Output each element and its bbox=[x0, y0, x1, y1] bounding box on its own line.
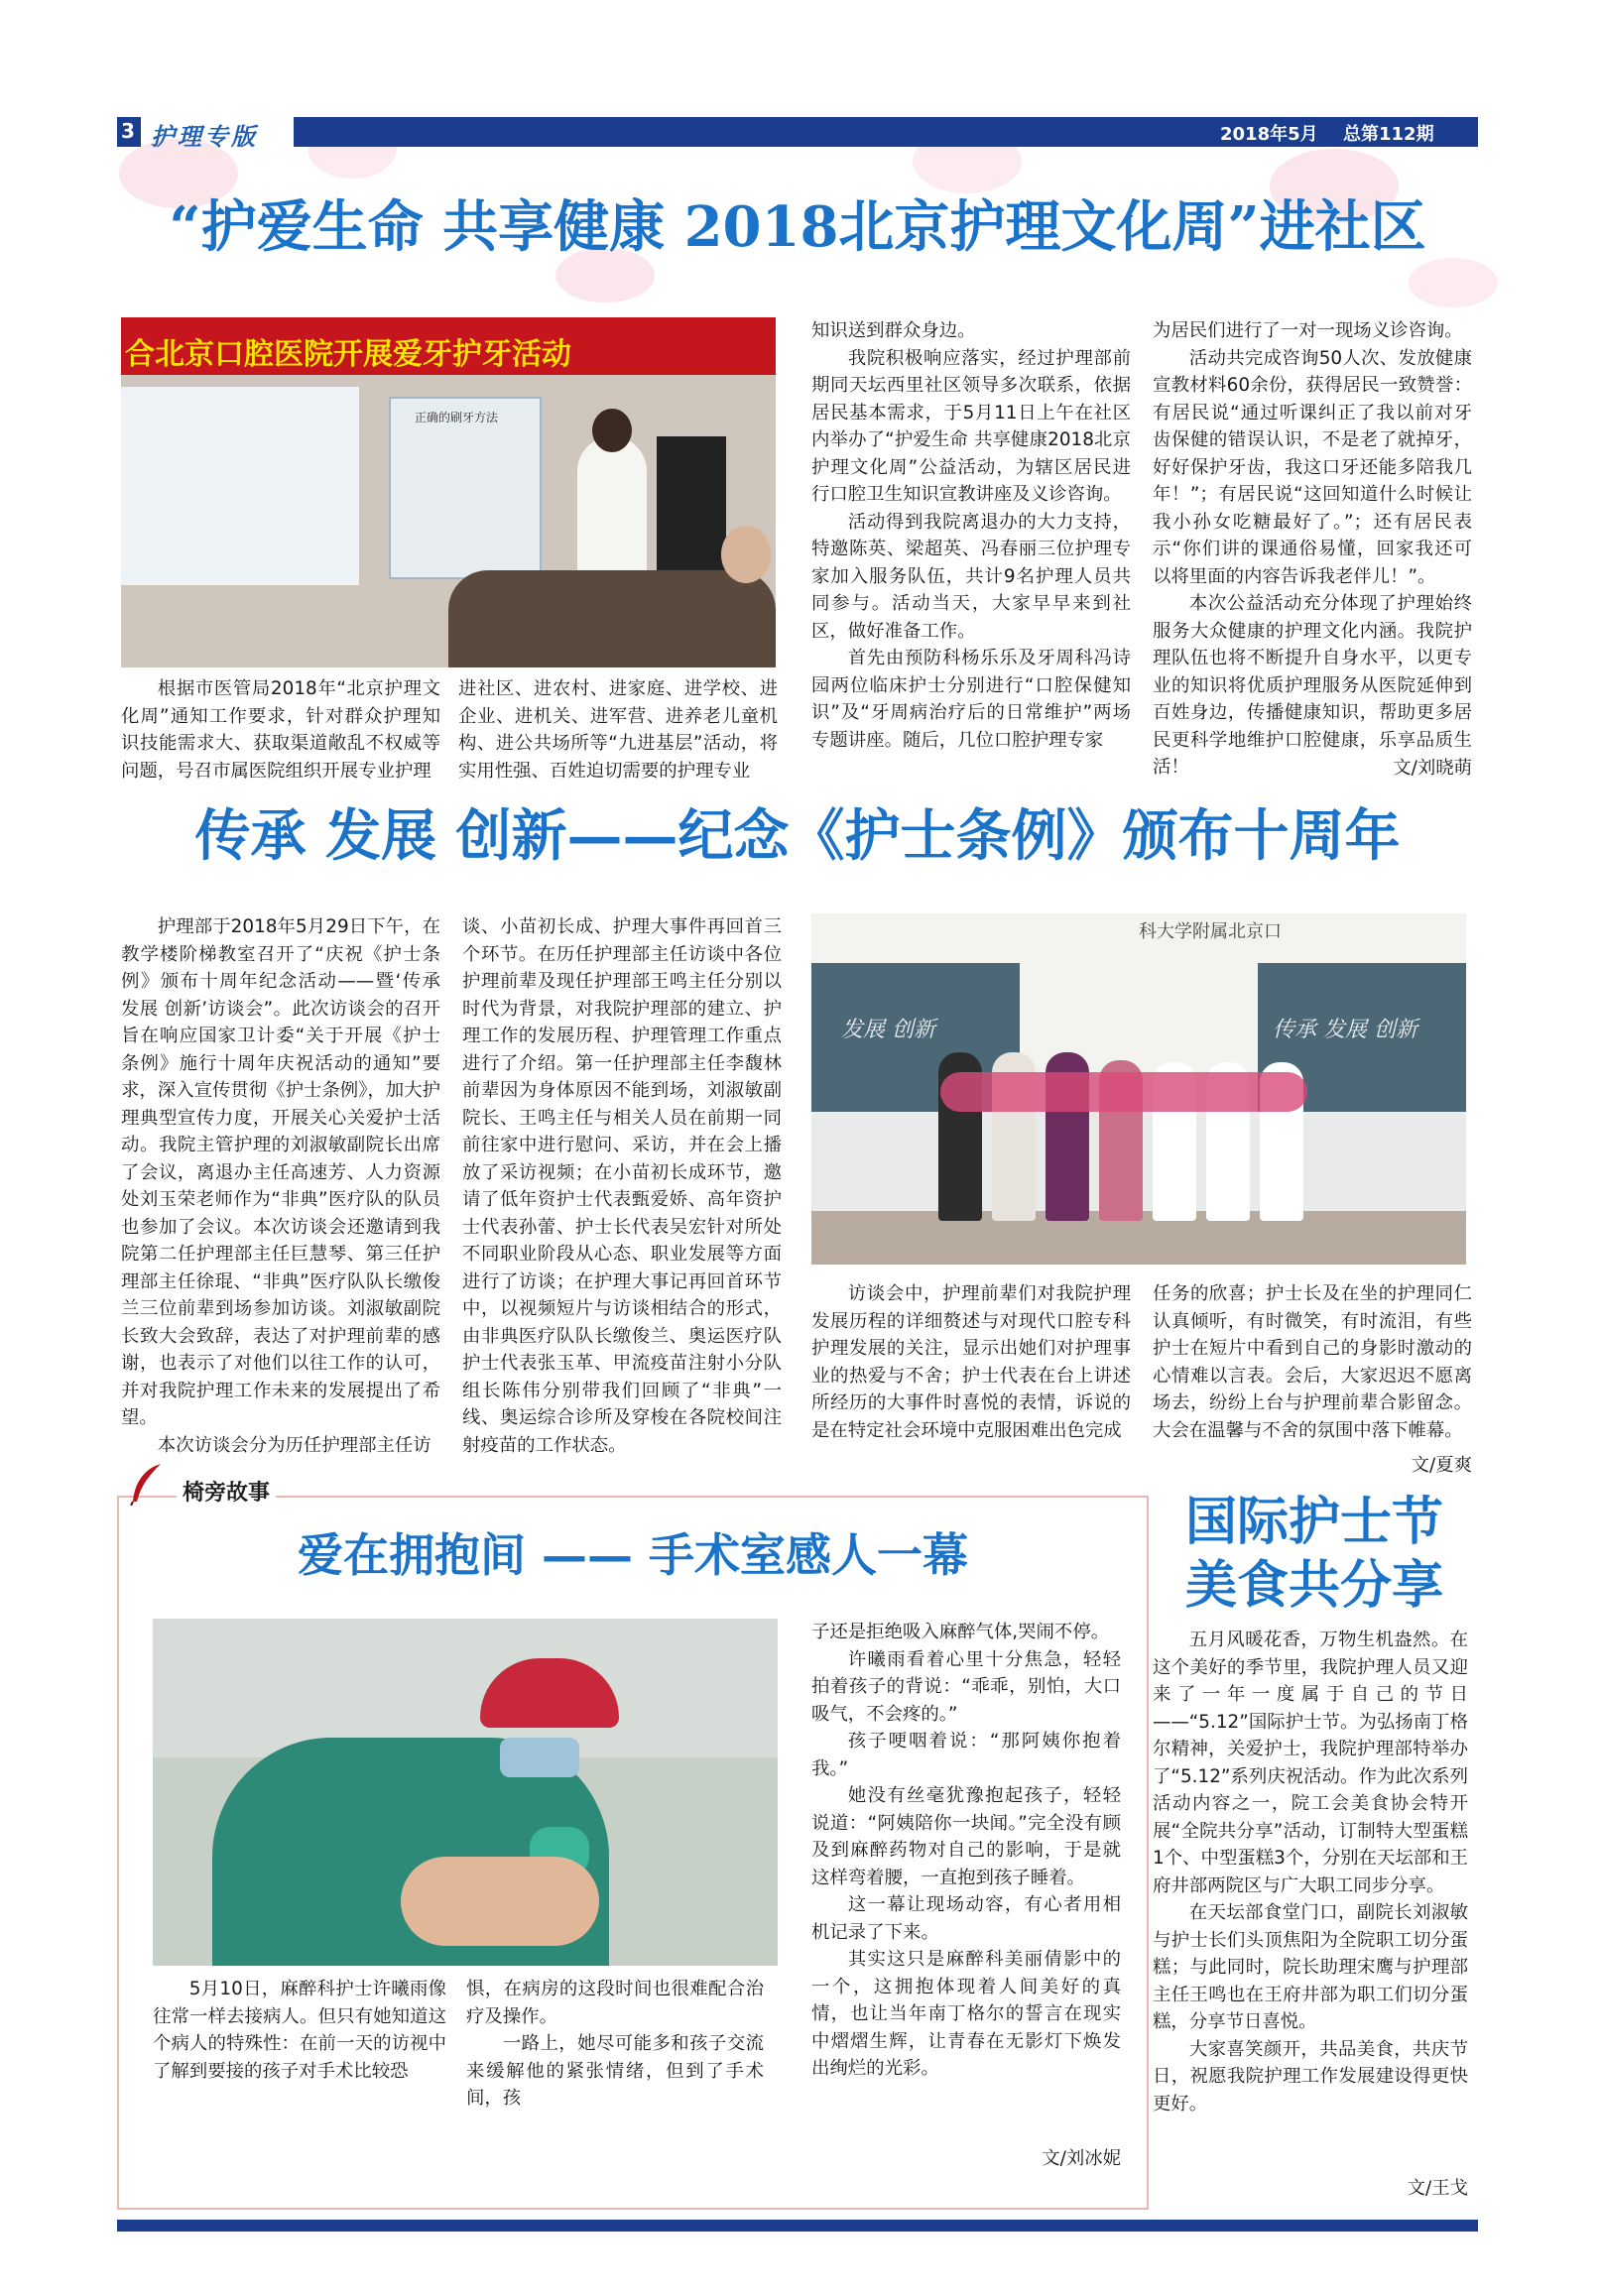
article3-byline: 文/刘冰妮 bbox=[1042, 2148, 1121, 2169]
petal-decoration bbox=[1409, 258, 1498, 307]
paragraph: 我院积极响应落实，经过护理部前期同天坛西里社区领导多次联系，依据居民基本需求，于5月11日上午在社区内举办了“护爱生命 共享健康2018北京护理文化周”公益活动，为辖区居民进行口腔卫生知识宣教讲座及义诊咨询。 bbox=[811, 347, 1131, 505]
section-name: 护理专版 bbox=[151, 122, 258, 151]
photo-cabinet bbox=[657, 436, 726, 585]
paragraph: 任务的欣喜；护士长及在坐的护理同仁认真倾听，有时微笑，有时流泪，有些护士在短片中看到自己的身影时激动的心情难以言表。会后，大家迟迟不愿离场去，纷纷上台与护理前辈合影留念。大会在温馨与不舍的氛围中落下帷幕。 bbox=[1153, 1283, 1472, 1441]
paragraph: 她没有丝毫犹豫抱起孩子，轻轻说道：“阿姨陪你一块闻。”完全没有顾及到麻醉药物对自己的影响，于是就这样弯着腰，一直抱到孩子睡着。 bbox=[811, 1785, 1121, 1888]
article1-byline: 文/刘晓萌 bbox=[1393, 758, 1472, 779]
photo-wall bbox=[153, 1619, 778, 1757]
article2-photo bbox=[811, 913, 1466, 1265]
article2-col2 bbox=[462, 913, 782, 1459]
article3-title: 爱在拥抱间 —— 手术室感人一幕 bbox=[297, 1528, 969, 1582]
photo-screen-right-text: 传承 发展 创新 bbox=[1273, 1018, 1417, 1042]
article4-col bbox=[1153, 1627, 1468, 2117]
paragraph: 在天坛部食堂门口，副院长刘淑敏与护士长们头顶焦阳为全院职工切分蛋糕；与此同时，院长助理宋鹰与护理部主任王鸣也在王府井部为职工们切分蛋糕，分享节日喜悦。 bbox=[1153, 1902, 1468, 2032]
paragraph: 根据市医管局2018年“北京护理文化周”通知工作要求，针对群众护理知识技能需求大、获取渠道敞乱不权威等问题，号召市属医院组织开展专业护理 bbox=[121, 678, 440, 782]
photo-slide-text: 正确的刷牙方法 bbox=[415, 411, 499, 424]
page-number: 3 bbox=[121, 119, 135, 143]
paragraph: 孩子哽咽着说：“那阿姨你抱着我。” bbox=[811, 1731, 1121, 1779]
quill-icon bbox=[127, 1462, 167, 1506]
photo-flowers bbox=[940, 1072, 1307, 1112]
photo-mask bbox=[500, 1738, 579, 1777]
paragraph: 本次公益活动充分体现了护理始终服务大众健康的护理文化内涵。我院护理队伍也将不断提升自身水平，以更专业的知识将优质护理服务从医院延伸到百姓身边，传播健康知识，帮助更多居民更科学地维护口腔健康，乐享品质生活！ bbox=[1153, 593, 1472, 778]
article4-byline: 文/王戈 bbox=[1407, 2178, 1468, 2199]
paragraph: 进社区、进农村、进家庭、进学校、进企业、进机关、进军营、进养老儿童机构、进公共场所等“九进基层”活动，将实用性强、百姓迫切需要的护理专业 bbox=[458, 678, 778, 782]
paragraph: 谈、小苗初长成、护理大事件再回首三个环节。在历任护理部主任访谈中各位护理前辈及现任护理部王鸣主任分别以时代为背景，对我院护理部的建立、护理工作的发展历程、护理管理工作重点进行了介绍。第一任护理部主任李馥林前辈因为身体原因不能到场，刘淑敏副院长、王鸣主任与相关人员在前期一同前往家中进行慰问、采访，并在会上播放了采访视频；在小苗初长成环节，邀请了低年资护士代表甄爱娇、高年资护士代表孙蕾、护士长代表吴宏针对所处不同职业阶段从心态、职业发展等方面进行了访谈；在护理大事记再回首环节中，以视频短片与访谈相结合的形式，由非典医疗队队长缴俊兰、奥运医疗队护士代表张玉革、甲流疫苗注射小分队组长陈伟分别带我们回顾了“非典”一线、奥运综合诊所及穿梭在各院校间注射疫苗的工作状态。 bbox=[462, 916, 782, 1456]
paragraph: 知识送到群众身边。 bbox=[811, 320, 976, 341]
paragraph: 一路上，她尽可能多和孩子交流来缓解他的紧张情绪，但到了手术间，孩 bbox=[466, 2033, 764, 2109]
article2-col4 bbox=[1153, 1280, 1472, 1444]
article1-photo bbox=[121, 317, 776, 667]
photo-audience-head bbox=[721, 526, 771, 583]
article4-title-line2: 美食共分享 bbox=[1184, 1555, 1443, 1616]
article3-col1 bbox=[153, 1976, 446, 2085]
paragraph: 访谈会中，护理前辈们对我院护理发展历程的详细赘述与对现代口腔专科护理发展的关注，显示出她们对护理事业的热爱与不舍；护士代表在台上讲述所经历的大事件时喜悦的表情，诉说的是在特定社会环境中克服困难出色完成 bbox=[811, 1283, 1131, 1441]
paragraph: 大家喜笑颜开，共品美食，共庆节日，祝愿我院护理工作发展建设得更快更好。 bbox=[1153, 2038, 1468, 2115]
header-bar bbox=[117, 117, 1478, 151]
article3-col3 bbox=[811, 1619, 1121, 2083]
paragraph: 5月10日，麻醉科护士许曦雨像往常一样去接病人。但只有她知道这个病人的特殊性：在前一天的访视中了解到要接的孩子对手术比较恐 bbox=[153, 1979, 446, 2082]
paragraph: 活动共完成咨询50人次、发放健康宣教材料60余份，获得居民一致赞誉：有居民说“通过听课纠正了我以前对牙齿保健的错误认识，不是老了就掉牙，好好保护牙齿，我这口牙还能多陪我几年！”；有居民说“这回知道什么时候让我小孙女吃糖最好了。”；还有居民表示“你们讲的课通俗易懂，回家我还可以将里面的内容告诉我老伴儿！”。 bbox=[1153, 347, 1472, 587]
article3-col2 bbox=[466, 1976, 764, 2113]
paragraph: 本次访谈会分为历任护理部主任访 bbox=[157, 1434, 431, 1456]
photo-banner-text: 科大学附属北京口 bbox=[1139, 921, 1282, 942]
article1-title: “护爱生命 共享健康 2018北京护理文化周”进社区 bbox=[169, 194, 1426, 260]
paragraph: 许曦雨看着心里十分焦急，轻轻拍着孩子的背说：“乖乖，别怕，大口吸气，不会疼的。” bbox=[811, 1648, 1121, 1725]
footer-rule bbox=[117, 2220, 1478, 2232]
paragraph: 活动得到我院离退办的大力支持，特邀陈英、梁超英、冯春丽三位护理专家加入服务队伍，共计9名护理人员共同参与。活动当天，大家早早来到社区，做好准备工作。 bbox=[811, 511, 1131, 642]
article1-col1 bbox=[121, 675, 440, 785]
paragraph: 首先由预防科杨乐乐及牙周科冯诗园两位临床护士分别进行“口腔保健知识”及“牙周病治疗后的日常维护”两场专题讲座。随后，几位口腔护理专家 bbox=[811, 648, 1131, 751]
paragraph: 这一幕让现场动容，有心者用相机记录了下来。 bbox=[811, 1894, 1121, 1943]
article2-title: 传承 发展 创新——纪念《护士条例》颁布十周年 bbox=[194, 803, 1401, 869]
photo-audience bbox=[448, 570, 776, 667]
article2-byline: 文/夏爽 bbox=[1411, 1455, 1472, 1476]
article1-col3 bbox=[811, 317, 1131, 754]
paragraph: 护理部于2018年5月29日下午，在教学楼阶梯教室召开了“庆祝《护士条例》颁布十周年纪念活动——暨‘传承 发展 创新’访谈会”。此次访谈会的召开旨在响应国家卫计委“关于开展《护士条例》施行十周年庆祝活动的通知”要求，深入宣传贯彻《护士条例》，加大护理典型宣传力度，开展关心关爱护士活动。我院主管护理的刘淑敏副院长出席了会议，离退办主任高速芳、人力资源处刘玉荣老师作为“非典”医疗队的队员也参加了会议。本次访谈会还邀请到我院第二任护理部主任巨慧琴、第三任护理部主任徐琨、“非典”医疗队队长缴俊兰三位前辈到场参加访谈。刘淑敏副院长致大会致辞，表达了对护理前辈的感谢，也表示了对他们以往工作的认可，并对我院护理工作未来的发展提出了希望。 bbox=[121, 916, 440, 1428]
article2-col3 bbox=[811, 1280, 1131, 1444]
paragraph: 五月风暖花香，万物生机盎然。在这个美好的季节里，我院护理人员又迎来了一年一度属于自己的节日——“5.12”国际护士节。为弘扬南丁格尔精神，关爱护士，我院护理部特举办了“5.12”系列庆祝活动。作为此次系列活动内容之一，院工会美食协会特开展“全院共分享”活动，订制特大型蛋糕1个、中型蛋糕3个，分别在天坛部和王府井部两院区与广大职工同步分享。 bbox=[1153, 1630, 1468, 1896]
photo-banner-text: 合北京口腔医院开展爱牙护牙活动 bbox=[125, 337, 571, 372]
issue-date: 2018年5月 bbox=[1220, 124, 1318, 145]
column-tag: 椅旁故事 bbox=[177, 1476, 276, 1507]
article2-col1 bbox=[121, 913, 440, 1459]
article4-title-line1: 国际护士节 bbox=[1184, 1492, 1443, 1552]
photo-speaker-head bbox=[592, 409, 632, 452]
photo-projection-screen bbox=[121, 387, 359, 585]
article3-photo bbox=[153, 1619, 778, 1966]
photo-child bbox=[401, 1857, 599, 1946]
article1-col4 bbox=[1153, 317, 1472, 782]
photo-screen-left-text: 发展 创新 bbox=[841, 1018, 935, 1042]
quill-svg bbox=[127, 1462, 167, 1506]
issue-number: 总第112期 bbox=[1343, 124, 1434, 145]
paragraph: 为居民们进行了一对一现场义诊咨询。 bbox=[1153, 320, 1463, 341]
paragraph: 惧，在病房的这段时间也很难配合治疗及操作。 bbox=[466, 1979, 764, 2027]
paragraph: 子还是拒绝吸入麻醉气体,哭闹不停。 bbox=[811, 1622, 1110, 1642]
article1-col2 bbox=[458, 675, 778, 785]
paragraph: 其实这只是麻醉科美丽倩影中的一个，这拥抱体现着人间美好的真情，也让当年南丁格尔的誓言在现实中熠熠生辉，让青春在无影灯下焕发出绚烂的光彩。 bbox=[811, 1949, 1121, 2079]
